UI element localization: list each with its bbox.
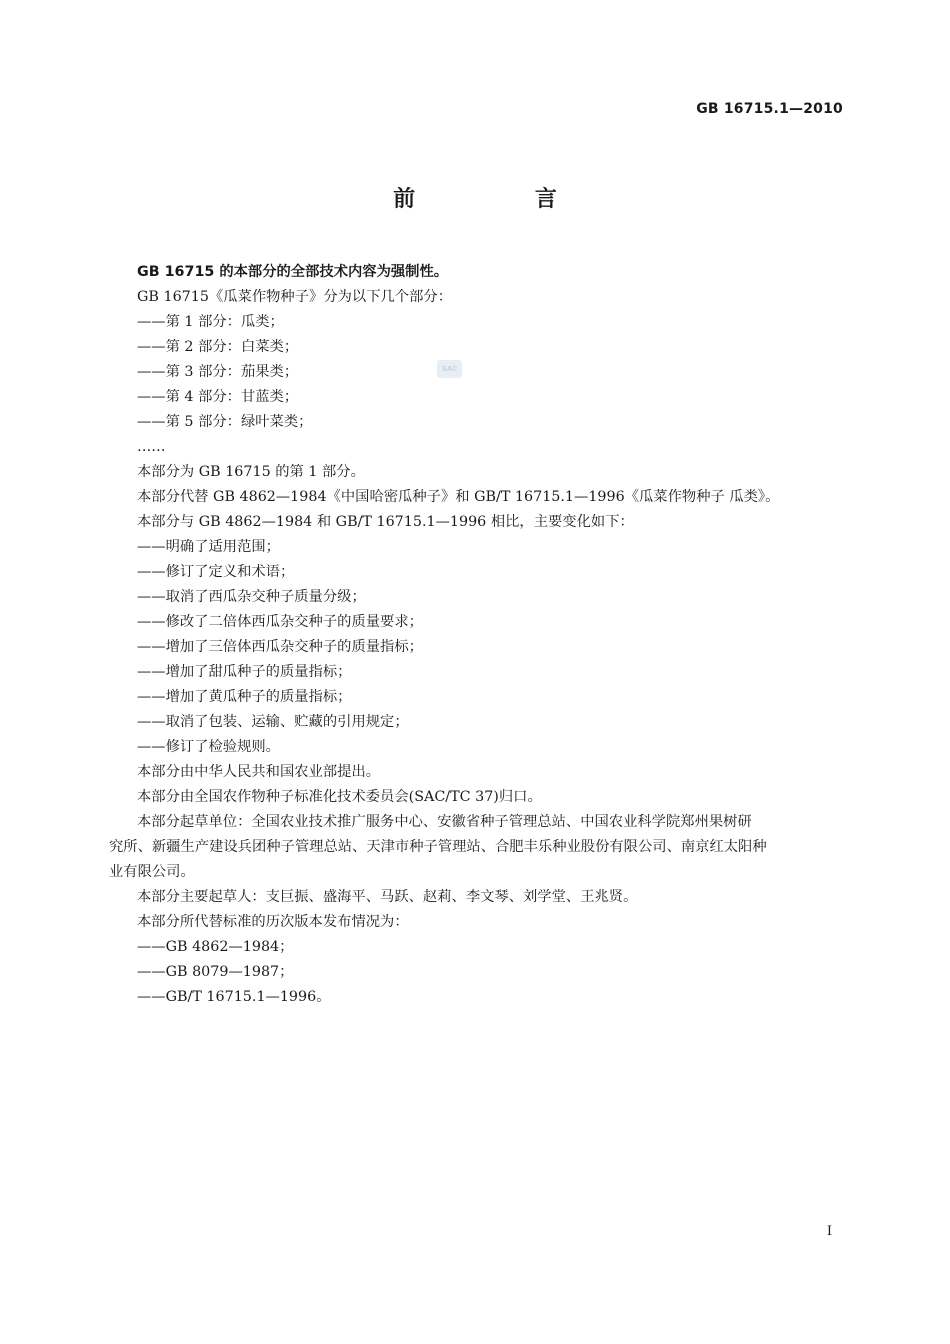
paragraph-drafting-units: 本部分起草单位：全国农业技术推广服务中心、安徽省种子管理总站、中国农业科学院郑州果树研 [137,814,752,830]
paragraph: 本部分所代替标准的历次版本发布情况为： [137,914,409,930]
document-body [109,260,849,1010]
page-number: I [826,1224,832,1239]
list-item: ——取消了西瓜杂交种子质量分级； [137,589,366,605]
paragraph: 本部分由中华人民共和国农业部提出。 [137,764,381,780]
paragraph-drafters: 本部分主要起草人：支巨振、盛海平、马跃、赵莉、李文琴、刘学堂、王兆贤。 [137,889,638,905]
list-item: ——修改了二倍体西瓜杂交种子的质量要求； [137,614,423,630]
paragraph: 本部分由全国农作物种子标准化技术委员会(SAC/TC 37)归口。 [137,789,542,805]
list-item: ——GB 8079—1987； [137,964,294,980]
list-item: ——第 5 部分：绿叶菜类； [137,414,313,430]
list-item: ——修订了检验规则。 [137,739,280,755]
list-item: ——取消了包装、运输、贮藏的引用规定； [137,714,409,730]
list-item: ——第 4 部分：甘蓝类； [137,389,299,405]
sac-watermark-icon: SAC [437,360,462,378]
paragraph: 本部分代替 GB 4862—1984《中国哈密瓜种子》和 GB/T 16715.1—1996《瓜菜作物种子 瓜类》。 [137,489,780,505]
paragraph: GB 16715《瓜菜作物种子》分为以下几个部分： [137,289,452,305]
list-item: ——增加了甜瓜种子的质量指标； [137,664,352,680]
list-item: ——第 3 部分：茄果类； [137,364,299,380]
list-item: ——增加了三倍体西瓜杂交种子的质量指标； [137,639,423,655]
list-item: ——GB 4862—1984； [137,939,294,955]
paragraph: 本部分为 GB 16715 的第 1 部分。 [137,464,365,480]
list-item: ——GB/T 16715.1—1996。 [137,989,331,1005]
list-item: ——第 1 部分：瓜类； [137,314,284,330]
page-title: 前 言 [393,187,613,212]
standard-code: GB 16715.1—2010 [696,101,843,117]
paragraph-mandatory: GB 16715 的本部分的全部技术内容为强制性。 [137,264,449,280]
list-item: ——第 2 部分：白菜类； [137,339,299,355]
list-item: ——明确了适用范围； [137,539,280,555]
ellipsis: …… [137,439,166,455]
paragraph-drafting-units-cont: 业有限公司。 [109,864,195,880]
list-item: ——修订了定义和术语； [137,564,295,580]
paragraph-drafting-units-cont: 究所、新疆生产建设兵团种子管理总站、天津市种子管理站、合肥丰乐种业股份有限公司、南京红太阳种 [109,839,767,855]
paragraph: 本部分与 GB 4862—1984 和 GB/T 16715.1—1996 相比，主要变化如下： [137,514,634,530]
list-item: ——增加了黄瓜种子的质量指标； [137,689,352,705]
